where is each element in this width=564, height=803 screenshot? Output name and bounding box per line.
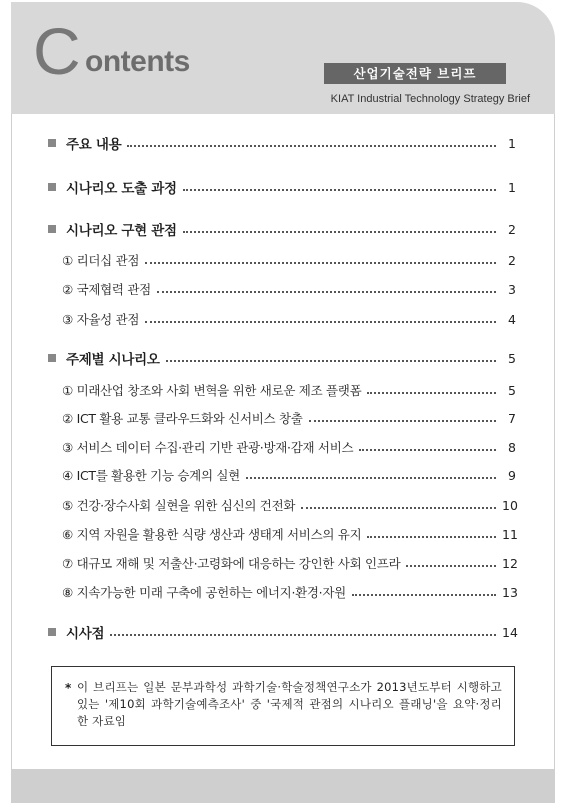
dot-leader [301,507,496,509]
dot-leader [309,420,497,422]
toc-subsection-entry[interactable] [62,408,516,428]
dot-leader [183,231,496,233]
brief-subtitle: KIAT Industrial Technology Strategy Brief [330,93,530,105]
toc-entry-title: 주요 내용 [66,137,122,153]
square-bullet-icon [48,354,56,362]
footer-bar [11,770,555,803]
square-bullet-icon [48,628,56,636]
toc-entry-title: ② ICT 활용 교통 클라우드화와 신서비스 창출 [62,411,303,426]
dot-leader [352,594,496,596]
toc-page-number: 4 [508,311,516,327]
toc-section-entry[interactable] [48,348,516,368]
dot-leader [367,536,496,538]
toc-subsection-entry[interactable] [62,524,516,544]
dot-leader [359,449,496,451]
note-text: 이 브리프는 일본 문부과학성 과학기술·학술정책연구소가 2013년도부터 시행하고 있는 '제10회 과학기술예측조사' 중 '국제적 관점의 시나리오 플래닝'을 요약·정리한 자료임 [77,680,502,728]
dot-leader [183,189,496,191]
toc-page-number: 7 [508,410,516,426]
toc-page-number: 11 [502,526,518,542]
toc-page-number: 3 [508,281,516,297]
square-bullet-icon [48,225,56,233]
toc-entry-title: 시나리오 구현 관점 [66,223,177,239]
brief-name-badge: 산업기술전략 브리프 [324,63,506,84]
square-bullet-icon [48,183,56,191]
note-box [51,666,515,746]
toc-subsection-entry[interactable] [62,437,516,457]
note-marker: * [65,681,72,695]
square-bullet-icon [48,139,56,147]
toc-subsection-entry[interactable] [62,380,516,400]
dot-leader [406,565,496,567]
toc-entry-title: 주제별 시나리오 [66,352,160,368]
toc-subsection-entry[interactable] [62,465,516,485]
toc-entry-title: ① 미래산업 창조와 사회 변혁을 위한 새로운 제조 플랫폼 [62,383,362,398]
toc-page-number: 2 [508,252,516,268]
dot-leader [110,634,496,636]
toc-entry-title: ⑧ 지속가능한 미래 구축에 공헌하는 에너지·환경·자원 [62,585,346,600]
dot-leader [145,321,496,323]
toc-entry-title: ③ 서비스 데이터 수집·관리 기반 관광·방재·감재 서비스 [62,440,354,455]
toc-entry-title: ⑦ 대규모 재해 및 저출산·고령화에 대응하는 강인한 사회 인프라 [62,556,401,571]
dot-leader [246,477,496,479]
toc-page-number: 1 [508,179,516,195]
toc-page-number: 1 [508,135,516,151]
toc-section-entry[interactable] [48,622,516,642]
dot-leader [367,392,496,394]
dot-leader [145,262,496,264]
toc-page-number: 8 [508,439,516,455]
toc-subsection-entry[interactable] [62,309,516,329]
toc-subsection-entry[interactable] [62,553,516,573]
dot-leader [157,291,496,293]
toc-page-number: 14 [502,624,518,640]
toc-page-number: 5 [508,382,516,398]
toc-entry-title: ① 리더십 관점 [62,253,140,268]
dot-leader [166,360,496,362]
header-band [11,2,555,114]
toc-entry-title: ⑥ 지역 자원을 활용한 식량 생산과 생태계 서비스의 유지 [62,527,362,542]
toc-entry-title: ⑤ 건강·장수사회 실현을 위한 심신의 건전화 [62,498,296,513]
dot-leader [127,145,496,147]
toc-subsection-entry[interactable] [62,582,516,602]
toc-subsection-entry[interactable] [62,250,516,270]
toc-page-number: 5 [508,350,516,366]
toc-entry-title: ④ ICT를 활용한 기능 승계의 실현 [62,468,240,483]
toc-page-number: 9 [508,467,516,483]
toc-entry-title: 시나리오 도출 과정 [66,181,177,197]
contents-title-initial: C [33,14,79,88]
contents-title-rest: ontents [85,45,190,78]
toc-page-number: 2 [508,221,516,237]
toc-section-entry[interactable] [48,177,516,197]
toc-entry-title: 시사점 [66,626,105,642]
toc-entry-title: ③ 자율성 관점 [62,312,140,327]
toc-subsection-entry[interactable] [62,279,516,299]
toc-page-number: 13 [502,584,518,600]
toc-section-entry[interactable] [48,133,516,153]
toc-page-number: 12 [502,555,518,571]
toc-entry-title: ② 국제협력 관점 [62,282,151,297]
toc-page-number: 10 [502,497,518,513]
toc-subsection-entry[interactable] [62,495,516,515]
toc-section-entry[interactable] [48,219,516,239]
